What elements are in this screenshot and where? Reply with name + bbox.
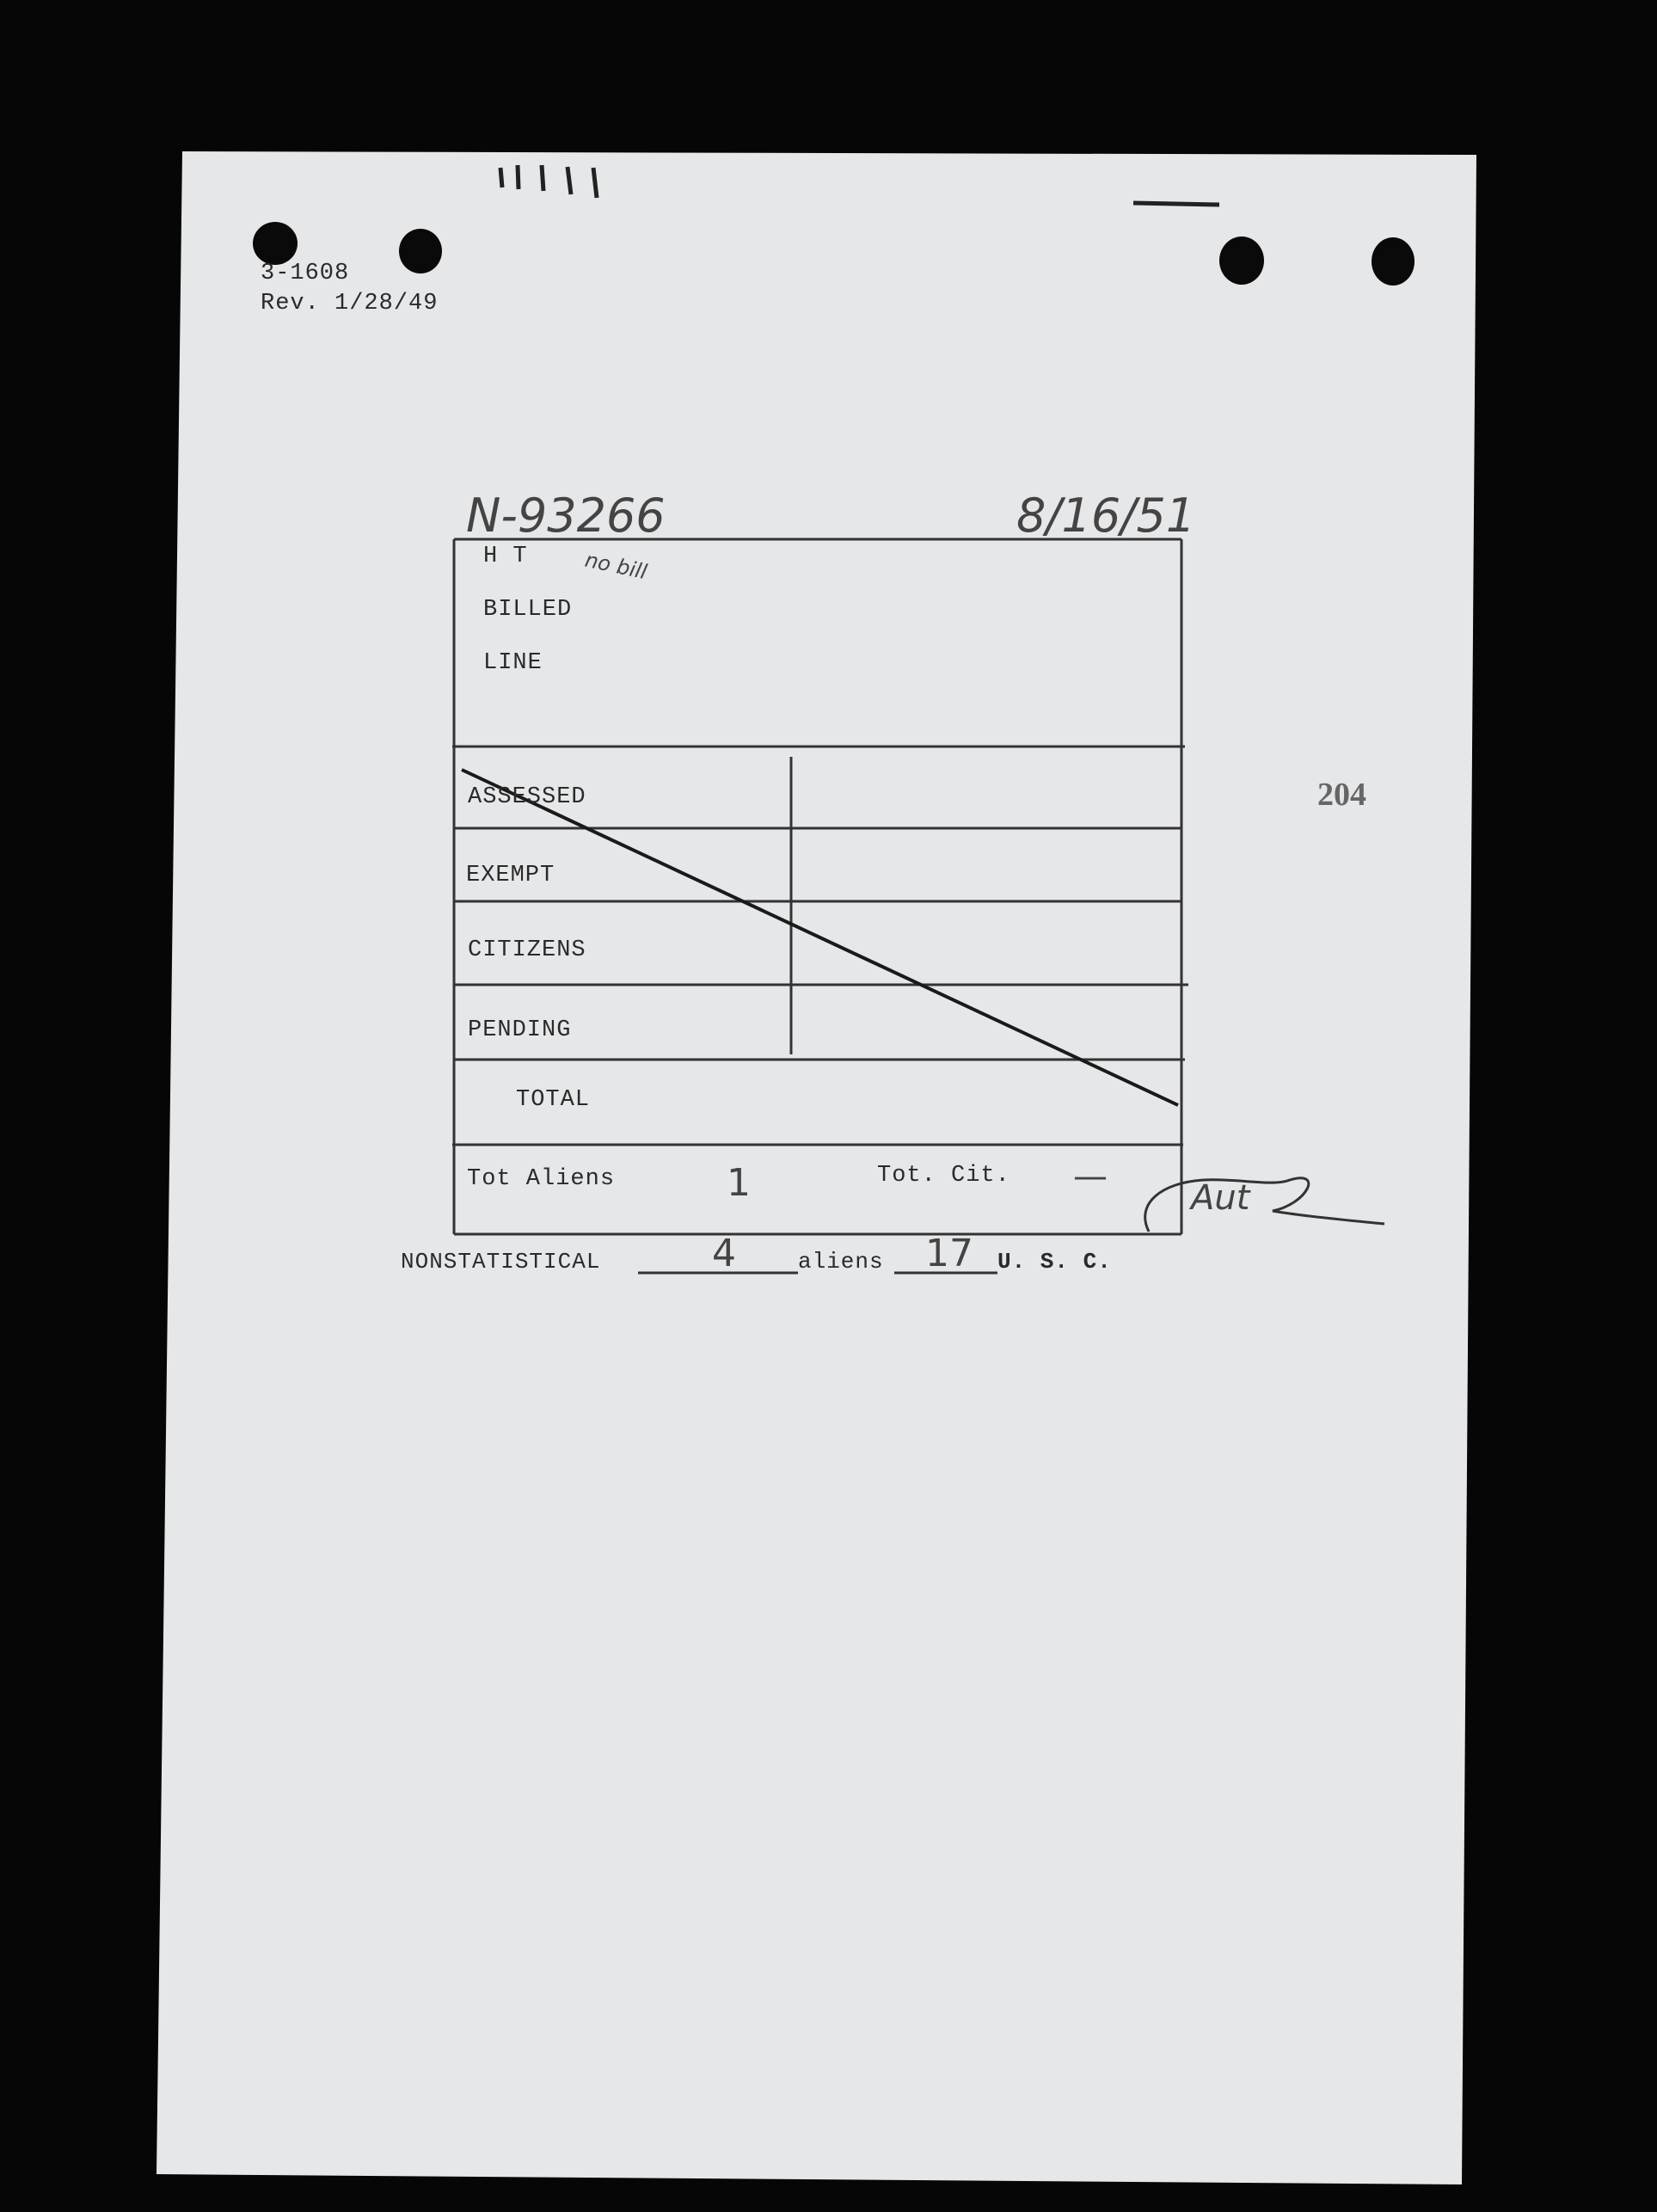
punch-hole (1219, 237, 1264, 285)
handwritten-citizens-count: — (1073, 1157, 1108, 1196)
row-label-citizens: CITIZENS (468, 937, 586, 963)
nonstat-label: NONSTATISTICAL (401, 1249, 601, 1275)
handwritten-nonstat-usc: 17 (925, 1232, 973, 1275)
stamp-number: 204 (1317, 777, 1366, 813)
total-label: TOTAL (516, 1087, 591, 1113)
paper-sheet (156, 151, 1476, 2184)
punch-hole (399, 229, 442, 273)
punch-hole (253, 222, 298, 265)
row-label-assessed: ASSESSED (468, 784, 586, 810)
row-label-pending: PENDING (468, 1017, 572, 1043)
handwritten-note: no bill (582, 547, 649, 585)
handwritten-initials: Aut (1191, 1178, 1250, 1218)
row-label-exempt: EXEMPT (466, 863, 555, 888)
nonstat-usc-label: U. S. C. (997, 1249, 1112, 1275)
tot-cit-label: Tot. Cit. (877, 1163, 1010, 1189)
form-number: 3-1608 (261, 261, 350, 286)
handwritten-file-number: N-93266 (466, 488, 666, 543)
punch-hole (1372, 237, 1415, 286)
header-line: LINE (483, 650, 543, 676)
header-billed: BILLED (483, 597, 573, 623)
handwritten-aliens-count: 1 (727, 1161, 751, 1205)
handwritten-nonstat-aliens: 4 (712, 1232, 736, 1275)
form-revision: Rev. 1/28/49 (261, 291, 439, 316)
handwritten-date: 8/16/51 (1016, 488, 1196, 543)
header-ht: H T (483, 544, 528, 569)
tot-aliens-label: Tot Aliens (467, 1166, 616, 1192)
nonstat-aliens-label: aliens (798, 1249, 884, 1275)
